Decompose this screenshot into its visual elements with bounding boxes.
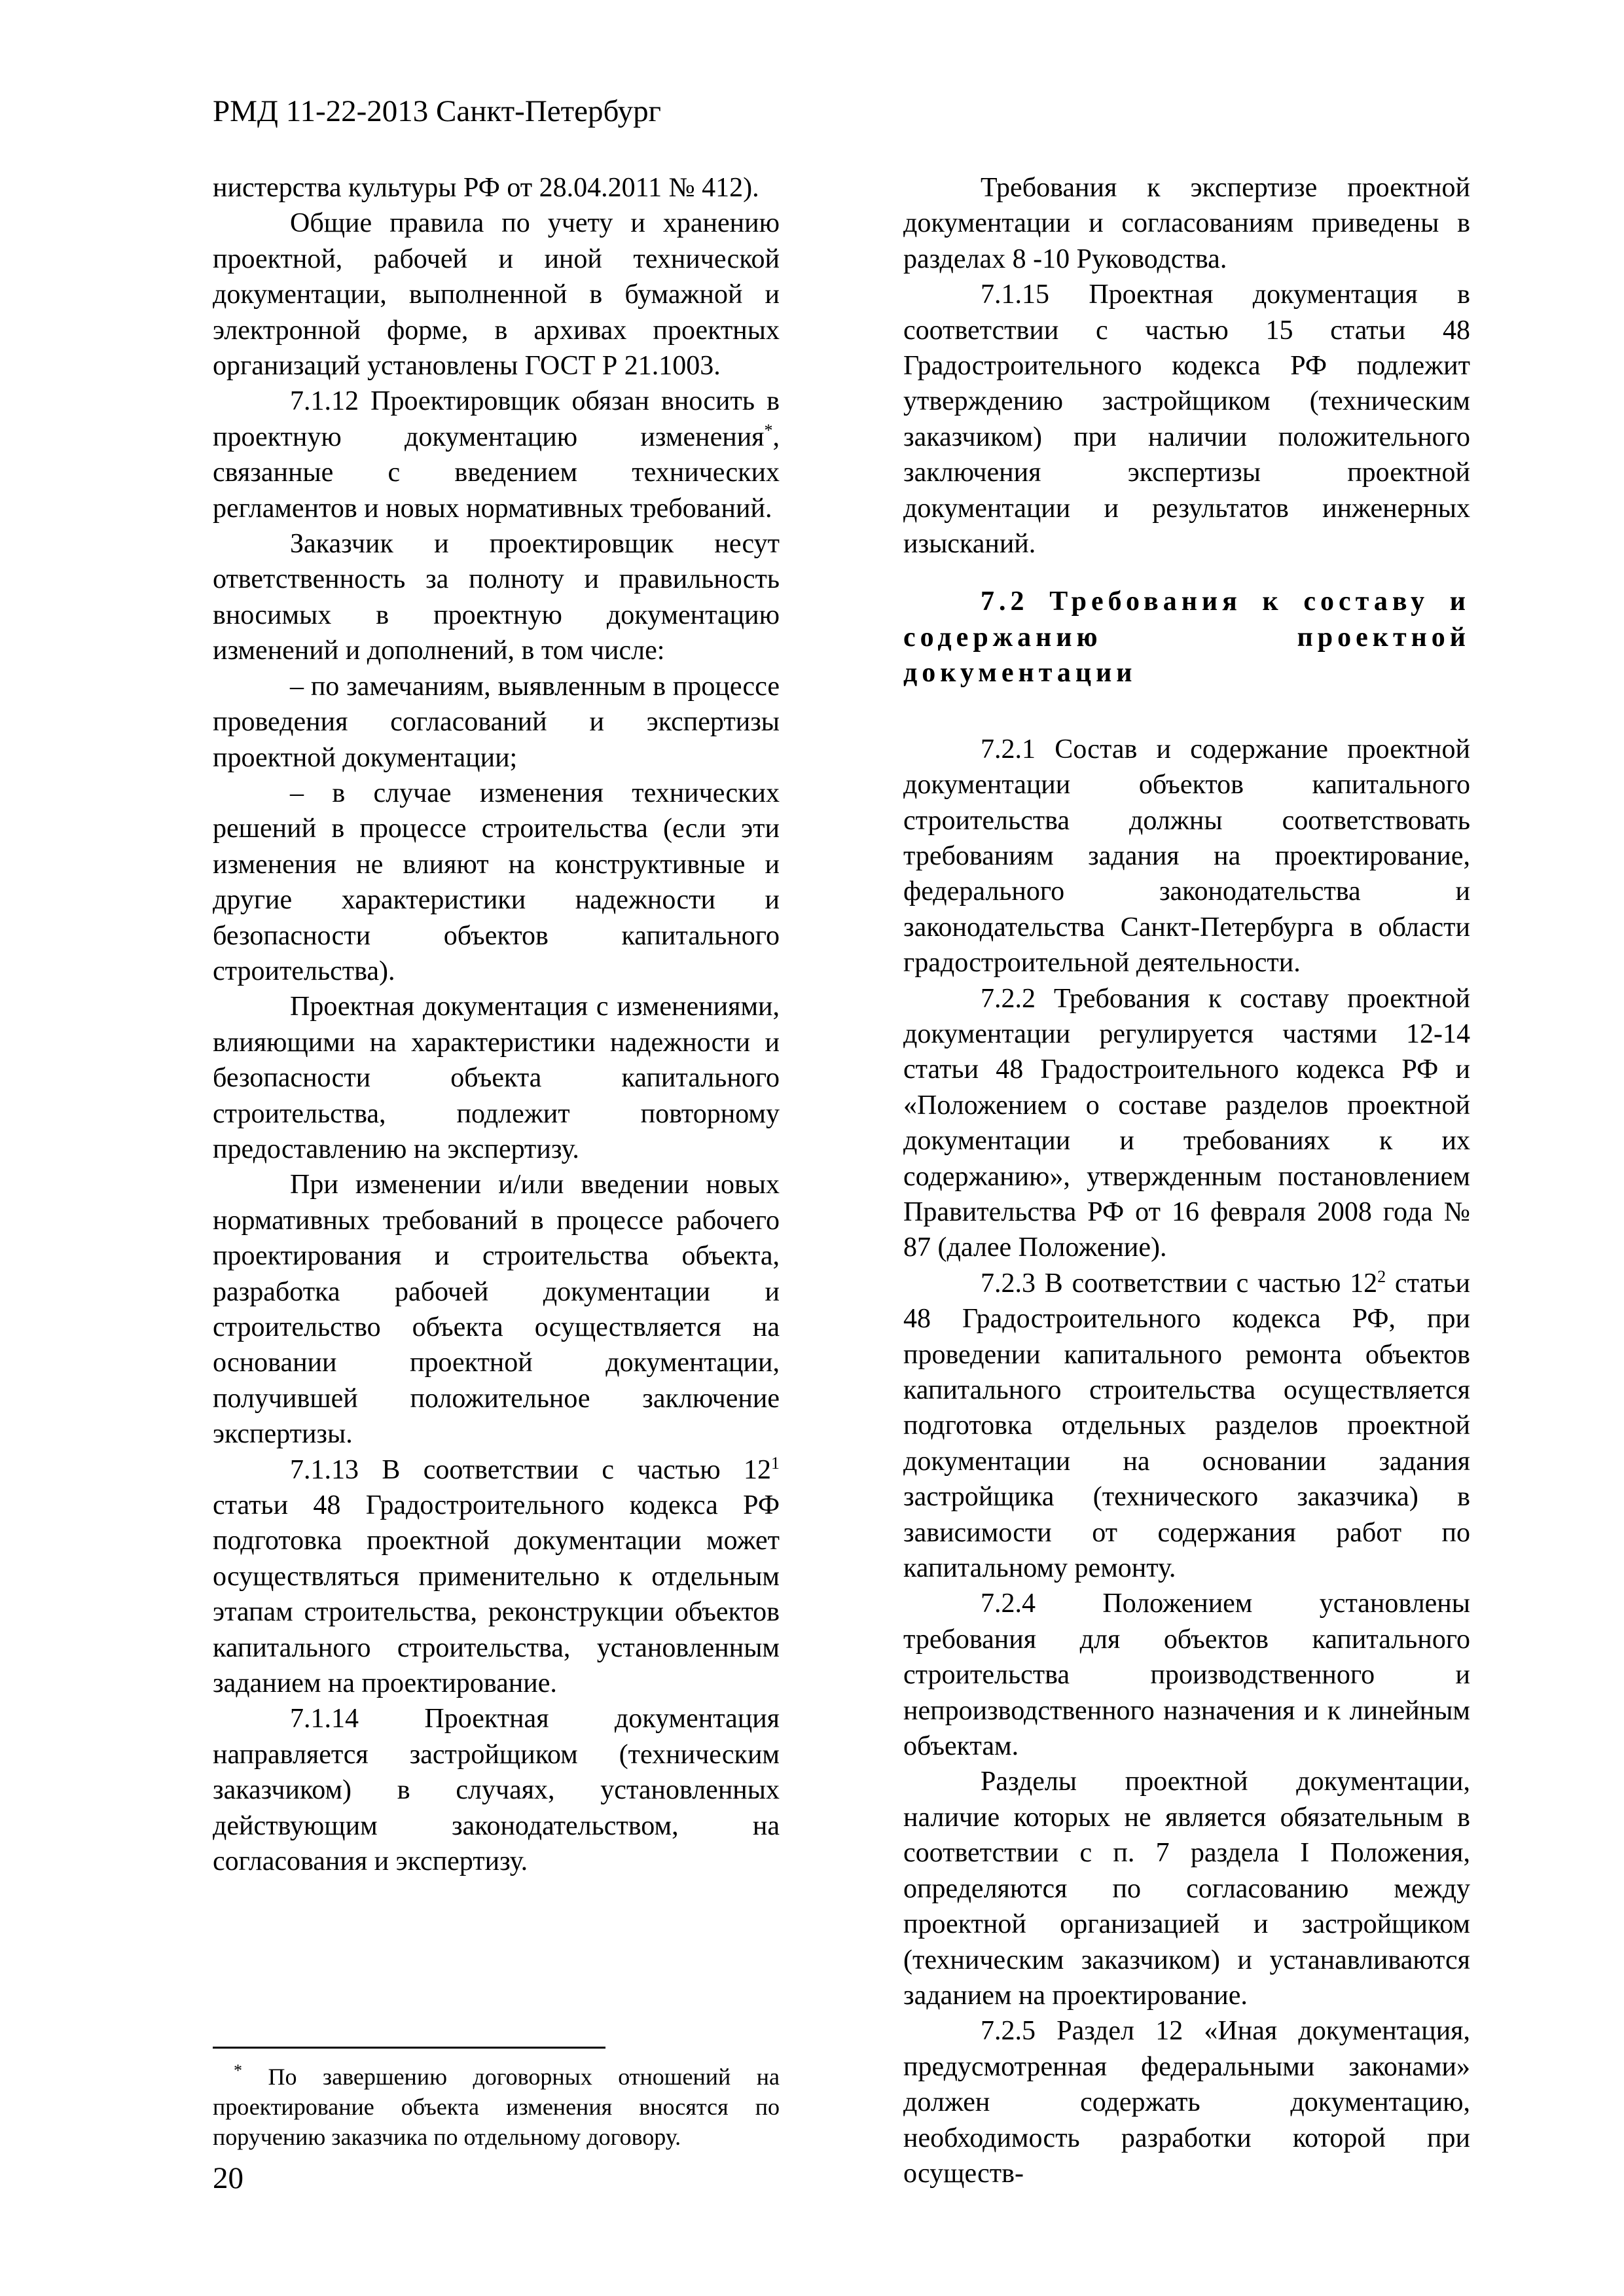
superscript: 2 bbox=[1377, 1266, 1386, 1286]
paragraph-7-1-12 bbox=[213, 384, 780, 526]
spacer bbox=[903, 691, 1470, 732]
paragraph-text: статьи 48 Градостроительного кодекса РФ подготовка проектной документации может осуществляться применительно к отдельным этапам строительства, реконструкции объектов капитального строительства, установленным заданием на проектирование. bbox=[213, 1490, 780, 1699]
list-item: – по замечаниям, выявленным в процессе проведения согласований и экспертизы проектной документации; bbox=[213, 671, 780, 773]
paragraph-7-2-5: 7.2.5 Раздел 12 «Иная документация, предусмотренная федеральными законами» должен содержать документацию, необходимость разработки которой при осуществ- bbox=[903, 2016, 1470, 2189]
paragraph-text: статьи 48 Градостроительного кодекса РФ, при проведении капитального ремонта объектов капитального строительства осуществляется подготовка отдельных разделов проектной документации на основании задания застройщика (технического заказчика) в зависимости от содержания работ по капитальному ремонту. bbox=[903, 1268, 1470, 1584]
page-number: 20 bbox=[213, 2161, 244, 2195]
paragraph: Проектная документация с изменениями, влияющими на характеристики надежности и безопасности объекта капитального строительства, подлежит повторному предоставлению на экспертизу. bbox=[213, 992, 780, 1164]
footnote-text bbox=[213, 2062, 780, 2152]
paragraph-7-2-1: 7.2.1 Состав и содержание проектной документации объектов капитального строительства должны соответствовать требованиям задания на проектирование, федерального законодательства и законодательства Санкт-Петербурга в области градостроительной деятельности. bbox=[903, 734, 1470, 978]
paragraph-continuation: нистерства культуры РФ от 28.04.2011 № 412). bbox=[213, 173, 759, 203]
footnote-separator bbox=[213, 2047, 605, 2049]
running-header: РМД 11-22-2013 Санкт-Петербург bbox=[213, 94, 661, 128]
footnote-body: По завершению договорных отношений на проектирование объекта изменения вносятся по поручению заказчика по отдельному договору. bbox=[213, 2064, 780, 2150]
paragraph-text: , связанные с введением технических регламентов и новых нормативных требований. bbox=[213, 422, 780, 524]
superscript: 1 bbox=[771, 1453, 780, 1473]
paragraph: При изменении и/или введении новых нормативных требований в процессе рабочего проектирования и строительства объекта, разработка рабочей документации и строительство объекта осуществляется на основании проектной документации, получившей положительное заключение экспертизы. bbox=[213, 1170, 780, 1450]
list-item: – в случае изменения технических решений в процессе строительства (если эти изменения не влияют на конструктивные и другие характеристики надежности и безопасности объектов капитального строительства). bbox=[213, 778, 780, 986]
paragraph-text: 7.2.3 В соответствии с частью 12 bbox=[981, 1268, 1378, 1299]
footnote bbox=[213, 2062, 780, 2152]
paragraph-7-2-3 bbox=[903, 1266, 1470, 1587]
spacer bbox=[903, 562, 1470, 584]
paragraph: Разделы проектной документации, наличие которых не является обязательным в соответствии с п. 7 раздела I Положения, определяются по согласованию между проектной организацией и застройщиком (техническим заказчиком) и устанавливаются заданием на проектирование. bbox=[903, 1767, 1470, 2011]
paragraph-7-1-15: 7.1.15 Проектная документация в соответствии с частью 15 статьи 48 Градостроительного кодекса РФ подлежит утверждению застройщиком (техническим заказчиком) при наличии положительного заключения экспертизы проектной документации и результатов инженерных изысканий. bbox=[903, 279, 1470, 560]
section-heading: 7.2 Требования к составу и содержанию проектной документации bbox=[903, 586, 1470, 689]
footnote-reference: * bbox=[764, 420, 773, 440]
paragraph-7-2-2: 7.2.2 Требования к составу проектной документации регулируется частями 12-14 статьи 48 Градостроительного кодекса РФ и «Положением о составе разделов проектной документации и требованиях к их содержанию», утвержденным постановлением Правительства РФ от 16 февраля 2008 года № 87 (далее Положение). bbox=[903, 983, 1470, 1263]
paragraph-7-2-4: 7.2.4 Положением установлены требования для объектов капитального строительства производственного и непроизводственного назначения и к линейным объектам. bbox=[903, 1588, 1470, 1762]
paragraph: Общие правила по учету и хранению проектной, рабочей и иной технической документации, выполненной в бумажной и электронной форме, в архивах проектных организаций установлены ГОСТ Р 21.1003. bbox=[213, 208, 780, 382]
left-column bbox=[213, 170, 780, 1880]
right-column bbox=[903, 170, 1470, 2191]
paragraph: Заказчик и проектировщик несут ответственность за полноту и правильность вносимых в проектную документацию изменений и дополнений, в том числе: bbox=[213, 529, 780, 666]
paragraph: Требования к экспертизе проектной документации и согласованиям приведены в разделах 8 -10 Руководства. bbox=[903, 173, 1470, 274]
footnote-mark: * bbox=[234, 2061, 242, 2080]
paragraph-text: 7.1.12 Проектировщик обязан вносить в проектную документацию изменения bbox=[213, 386, 780, 452]
paragraph-text: 7.1.13 В соответствии с частью 12 bbox=[290, 1454, 771, 1485]
paragraph-7-1-14: 7.1.14 Проектная документация направляется застройщиком (техническим заказчиком) в случаях, установленных действующим законодательством, на согласования и экспертизу. bbox=[213, 1704, 780, 1877]
paragraph-7-1-13 bbox=[213, 1452, 780, 1702]
